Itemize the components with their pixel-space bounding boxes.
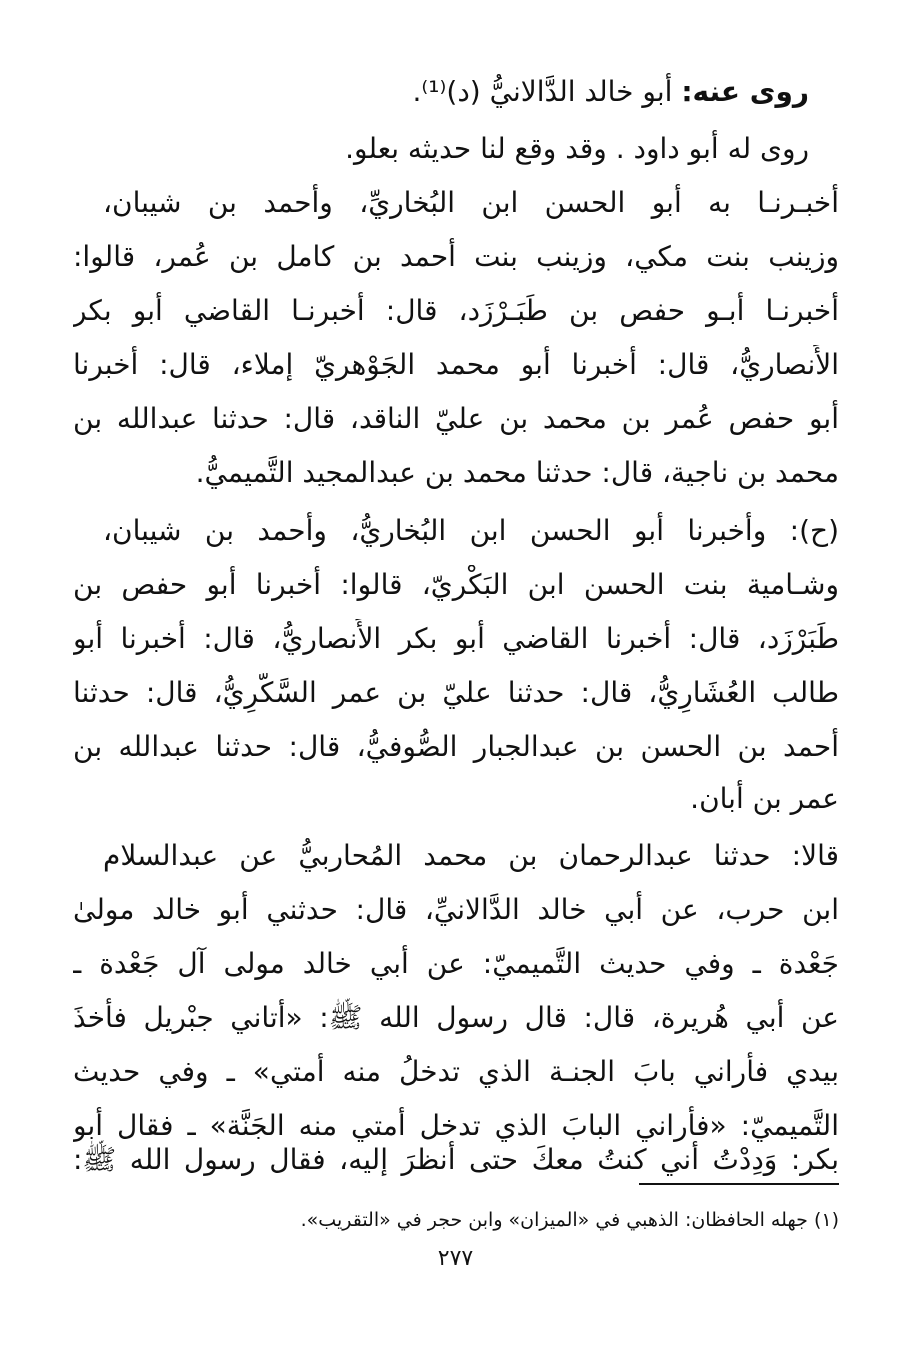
text-line-18 [73,998,839,1042]
text-line-4 [73,237,839,281]
line-text: وشـامية بنت الحسن ابن البَكْريّ، قالوا: أخبرنا أبو حفص بن [73,568,839,601]
text-line-9 [103,511,839,555]
line-text: محمد بن ناجية، قال: حدثنا محمد بن عبدالمجيد التَّميميُّ. [195,456,839,489]
line-text: أبو حفص عُمر بن محمد بن عليّ الناقد، قال: حدثنا عبدالله بن [73,402,839,435]
text-line-17 [73,944,839,988]
text-line-16 [73,890,839,934]
text-line-12 [73,673,839,717]
text-line-3 [103,183,839,227]
text-line-8 [73,453,839,497]
footnote-divider [639,1183,839,1185]
text-line-15 [103,836,839,880]
text-line-5 [73,291,839,335]
text-line-21 [73,1140,839,1180]
line-text: وزينب بنت مكي، وزينب بنت أحمد بن كامل بن عُمر، قالوا: [73,240,839,273]
line-text: جَعْدة ـ وفي حديث التَّميميّ: عن أبي خالد مولى آل جَعْدة ـ [73,947,839,980]
text-line-1 [43,72,839,116]
page-number: ٢٧٧ [437,1246,474,1271]
text-line-19 [73,1052,839,1096]
text-line-11 [73,619,839,663]
line-text: طَبَرْزَد، قال: أخبرنا القاضي أبو بكر الأَنصاريُّ، قال: أخبرنا أبو [73,622,839,655]
footnote: (١) جهله الحافظان: الذهبي في «الميزان» وابن حجر في «التقريب». [300,1209,839,1231]
narrator-lead: روى عنه: [681,75,809,108]
line-text: أحمد بن الحسن بن عبدالجبار الصُّوفيُّ، قال: حدثنا عبدالله بن [73,730,839,763]
text-line-14 [73,779,839,823]
line-text: بكر: وَدِدْتُ أني كنتُ معكَ حتى أَنظرَ إليه، فقال رسول الله ﷺ: [73,1143,839,1176]
line-text: عمر بن أَبان. [690,782,839,815]
line-text: أخبـرنـا به أبو الحسن ابن البُخاريِّ، وأحمد بن شيبان، [103,186,839,219]
line-text: أبو خالد الدَّالانيُّ (د)⁽¹⁾. [412,75,682,108]
line-text: قالا: حدثنا عبدالرحمان بن محمد المُحاربيُّ عن عبدالسلام [103,839,839,872]
line-text: (ح): وأخبرنا أبو الحسن ابن البُخاريُّ، وأحمد بن شيبان، [103,514,839,547]
text-line-13 [73,727,839,771]
line-text: بيدي فأراني بابَ الجنـة الذي تدخلُ منه أُمتي» ـ وفي حديث [73,1055,839,1088]
line-text: ابن حرب، عن أبي خالد الدَّالانيِّ، قال: حدثني أبو خالد مولىٰ [73,893,839,926]
text-line-6 [73,345,839,389]
line-text: التَّميميّ: «فأَراني البابَ الذي تدخل أُمتي منه الجَنَّة» ـ فقال أبو [73,1109,839,1142]
line-text: روى له أبو داود . وقد وقع لنا حديثه بعلو. [345,132,809,165]
line-text: أخبرنـا أبـو حفص بن طَبَـرْزَد، قال: أخبرنـا القاضي أبو بكر [73,294,839,327]
text-line-10 [73,565,839,609]
line-text: طالب العُشَارِيُّ، قال: حدثنا عليّ بن عمر السَّكَّرِيُّ، قال: حدثنا [73,676,839,709]
line-text: الأَنصاريُّ، قال: أخبرنا أبو محمد الجَوْهريّ إملاء، قال: أخبرنا [73,348,839,381]
line-text: عن أبي هُريرة، قال: قال رسول الله ﷺ: «أتاني جبْريل فأَخذَ [73,1001,839,1034]
text-line-2 [43,129,839,173]
text-line-7 [73,399,839,443]
